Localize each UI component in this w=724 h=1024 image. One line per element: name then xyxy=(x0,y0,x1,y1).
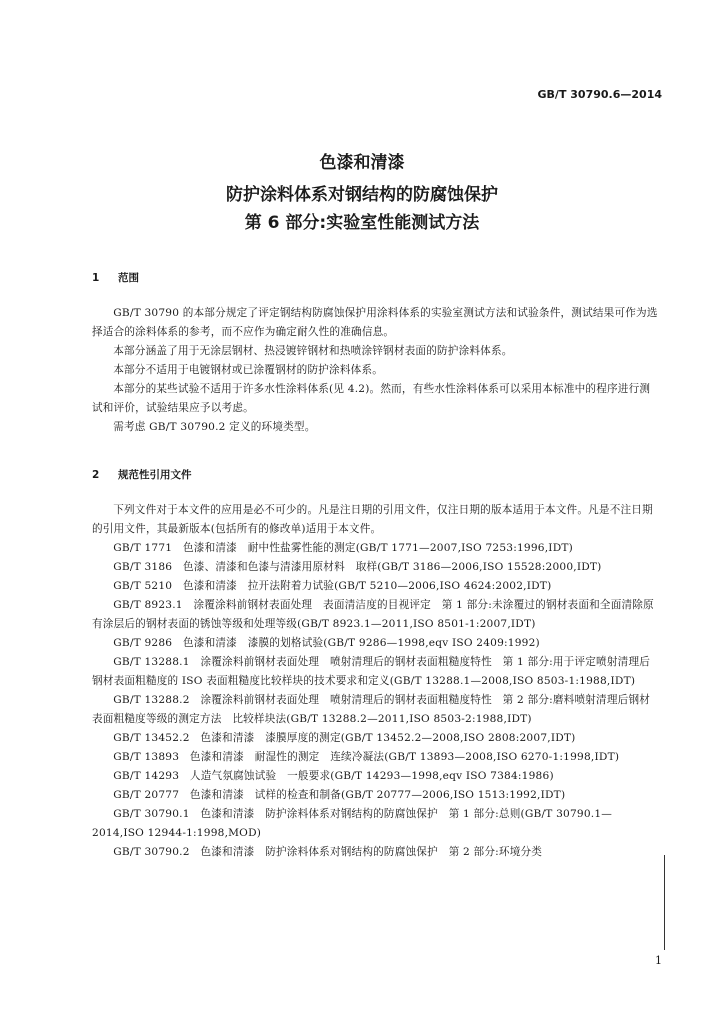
reference-item: GB/T 13452.2 色漆和清漆 漆膜厚度的测定(GB/T 13452.2—2008,ISO 2808:2007,IDT) xyxy=(113,732,576,744)
paragraph: 本部分的某些试验不适用于许多水性涂料体系(见 4.2)。然而，有些水性涂料体系可以采用本标准中的程序进行测试和评价，试验结果应予以考虑。 xyxy=(92,383,651,414)
section-2-title: 规范性引用文件 xyxy=(118,469,192,481)
title-line-1: 色漆和清漆 xyxy=(319,153,405,173)
section-1-body xyxy=(92,304,658,437)
paragraph: 下列文件对于本文件的应用是必不可少的。凡是注日期的引用文件，仅注日期的版本适用于本文件。凡是不注日期的引用文件，其最新版本(包括所有的修改单)适用于本文件。 xyxy=(92,504,653,535)
section-1-number: 1 xyxy=(92,272,100,284)
section-1-heading xyxy=(92,270,139,285)
standard-code: GB/T 30790.6—2014 xyxy=(537,88,662,101)
reference-item: GB/T 5210 色漆和清漆 拉开法附着力试验(GB/T 5210—2006,ISO 4624:2002,IDT) xyxy=(113,580,552,592)
reference-item: GB/T 3186 色漆、清漆和色漆与清漆用原材料 取样(GB/T 3186—2006,ISO 15528:2000,IDT) xyxy=(113,561,602,573)
reference-item: GB/T 1771 色漆和清漆 耐中性盐雾性能的测定(GB/T 1771—2007,ISO 7253:1996,IDT) xyxy=(113,542,573,554)
reference-item: GB/T 13893 色漆和清漆 耐湿性的测定 连续冷凝法(GB/T 13893—2008,ISO 6270-1:1998,IDT) xyxy=(113,751,620,763)
paragraph: 本部分不适用于电镀钢材或已涂覆钢材的防护涂料体系。 xyxy=(113,364,384,376)
reference-item: GB/T 9286 色漆和清漆 漆膜的划格试验(GB/T 9286—1998,eqv ISO 2409:1992) xyxy=(113,637,540,649)
reference-item: GB/T 30790.1 色漆和清漆 防护涂料体系对钢结构的防腐蚀保护 第 1 部分:总则(GB/T 30790.1—2014,ISO 12944-1:1998,MOD) xyxy=(92,808,613,839)
section-2-number: 2 xyxy=(92,469,100,481)
reference-item: GB/T 20777 色漆和清漆 试样的检查和制备(GB/T 20777—2006,ISO 1513:1992,IDT) xyxy=(113,789,566,801)
paragraph: GB/T 30790 的本部分规定了评定钢结构防腐蚀保护用涂料体系的实验室测试方法和试验条件，测试结果可作为选择适合的涂料体系的参考，而不应作为确定耐久性的准确信息。 xyxy=(92,307,658,338)
paragraph: 本部分涵盖了用于无涂层钢材、热浸镀锌钢材和热喷涂锌钢材表面的防护涂料体系。 xyxy=(113,345,513,357)
reference-item: GB/T 13288.1 涂覆涂料前钢材表面处理 喷射清理后的钢材表面粗糙度特性 第 1 部分:用于评定喷射清理后钢材表面粗糙度的 ISO 表面粗糙度比较样块的技术要求和定义(GB/T 13288.1—2008,ISO 8503-1:1988,IDT) xyxy=(92,656,651,687)
reference-item: GB/T 30790.2 色漆和清漆 防护涂料体系对钢结构的防腐蚀保护 第 2 部分:环境分类 xyxy=(113,846,543,858)
page-number: 1 xyxy=(655,954,662,967)
margin-rule xyxy=(664,855,665,950)
title-line-3: 第 6 部分:实验室性能测试方法 xyxy=(244,213,480,233)
section-2-heading xyxy=(92,467,192,482)
section-2-body xyxy=(92,501,658,862)
title-line-2: 防护涂料体系对钢结构的防腐蚀保护 xyxy=(226,185,498,205)
reference-item: GB/T 14293 人造气氛腐蚀试验 一般要求(GB/T 14293—1998,eqv ISO 7384:1986) xyxy=(113,770,554,782)
reference-item: GB/T 8923.1 涂覆涂料前钢材表面处理 表面清洁度的目视评定 第 1 部分:未涂覆过的钢材表面和全面清除原有涂层后的钢材表面的锈蚀等级和处理等级(GB/T 8923.1—2011,ISO 8501-1:2007,IDT) xyxy=(92,599,654,630)
paragraph: 需考虑 GB/T 30790.2 定义的环境类型。 xyxy=(113,421,316,433)
reference-item: GB/T 13288.2 涂覆涂料前钢材表面处理 喷射清理后的钢材表面粗糙度特性 第 2 部分:磨料喷射清理后钢材表面粗糙度等级的测定方法 比较样块法(GB/T 13288.2—2011,ISO 8503-2:1988,IDT) xyxy=(92,694,651,725)
section-1-title: 范围 xyxy=(118,272,139,284)
